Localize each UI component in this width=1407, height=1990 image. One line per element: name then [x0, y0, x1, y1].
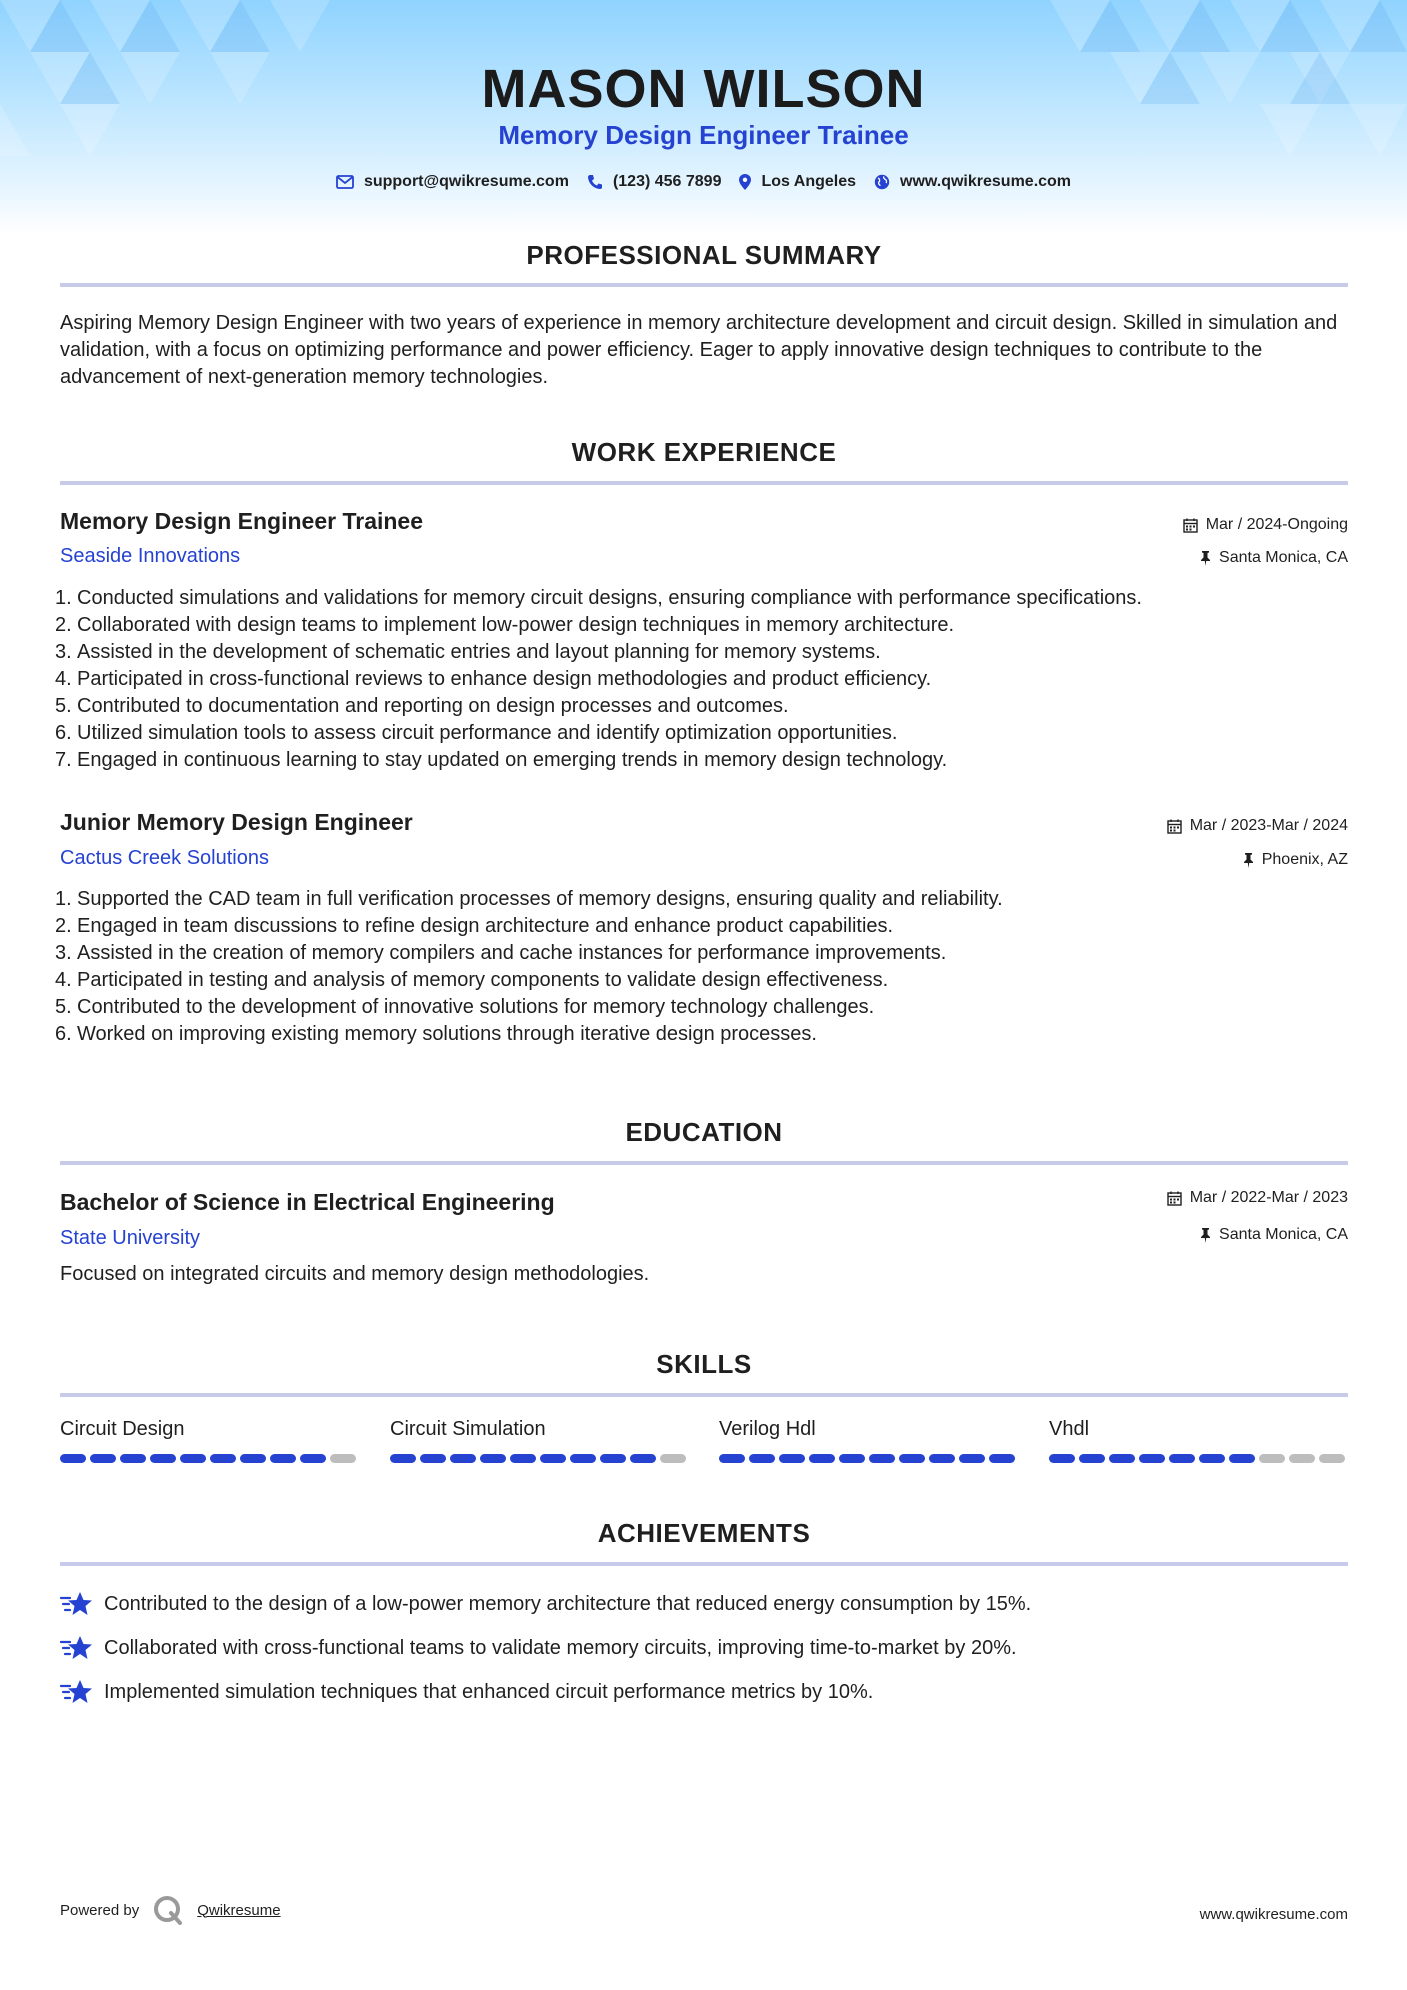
- skill-item: [1049, 1418, 1349, 1463]
- calendar-icon: [1167, 1191, 1182, 1206]
- summary-divider: [60, 283, 1348, 287]
- skill-segment-filled: [1199, 1454, 1225, 1463]
- job-dates-text: Mar / 2023-Mar / 2024: [1189, 817, 1348, 834]
- contact-phone[interactable]: [587, 173, 722, 191]
- achievement-text: Collaborated with cross-functional teams to validate memory circuits, improving time-to-market by 20%.: [104, 1636, 1017, 1659]
- star-icon: [60, 1634, 92, 1662]
- education-heading: EDUCATION: [625, 1117, 783, 1147]
- skill-level-bar: [719, 1454, 1019, 1463]
- job-dates-text: Mar / 2024-Ongoing: [1205, 516, 1348, 533]
- job-responsibilities: [55, 886, 1355, 1048]
- skill-segment-filled: [450, 1454, 476, 1463]
- phone-text: (123) 456 7899: [612, 173, 722, 190]
- map-pin-icon: [739, 174, 751, 190]
- skill-segment-filled: [839, 1454, 865, 1463]
- star-icon: [60, 1590, 92, 1618]
- skill-segment-empty: [1319, 1454, 1345, 1463]
- education-location: [1200, 1226, 1348, 1244]
- summary-heading: PROFESSIONAL SUMMARY: [526, 240, 882, 270]
- skill-segment-filled: [300, 1454, 326, 1463]
- footer-powered-by: [60, 1895, 281, 1925]
- achievements-heading: ACHIEVEMENTS: [597, 1518, 811, 1548]
- experience-heading: WORK EXPERIENCE: [571, 437, 837, 467]
- skill-segment-empty: [1259, 1454, 1285, 1463]
- star-icon: [60, 1678, 92, 1706]
- skill-segment-filled: [1079, 1454, 1105, 1463]
- qwikresume-logo-icon: [153, 1895, 183, 1925]
- skill-segment-filled: [1139, 1454, 1165, 1463]
- skill-name: Circuit Design: [60, 1418, 185, 1440]
- education-description: Focused on integrated circuits and memory design methodologies.: [60, 1263, 650, 1285]
- skill-segment-filled: [60, 1454, 86, 1463]
- calendar-icon: [1183, 518, 1198, 533]
- email-text: support@qwikresume.com: [363, 173, 569, 190]
- powered-by-label: Powered by: [60, 1901, 140, 1919]
- skill-segment-filled: [120, 1454, 146, 1463]
- job-responsibilities: [55, 585, 1355, 774]
- skill-name: Circuit Simulation: [390, 1418, 546, 1440]
- location-text: Los Angeles: [761, 173, 857, 190]
- skill-segment-filled: [929, 1454, 955, 1463]
- skill-segment-filled: [540, 1454, 566, 1463]
- education-divider: [60, 1161, 1348, 1165]
- list-item: 1. Supported the CAD team in full verification processes of memory designs, ensuring quality and reliability.: [55, 888, 1003, 910]
- experience-divider: [60, 481, 1348, 485]
- list-item: 1. Conducted simulations and validations for memory circuit designs, ensuring compliance with performance specifications.: [55, 587, 1142, 609]
- list-item: 5. Contributed to documentation and reporting on design processes and outcomes.: [55, 695, 789, 717]
- skill-item: [60, 1418, 360, 1463]
- education-dates-text: Mar / 2022-Mar / 2023: [1189, 1189, 1348, 1206]
- list-item: 2. Collaborated with design teams to implement low-power design techniques in memory architecture.: [55, 614, 955, 636]
- degree-title: Bachelor of Science in Electrical Engineering: [60, 1189, 555, 1215]
- website-text: www.qwikresume.com: [900, 173, 1072, 190]
- skill-level-bar: [1049, 1454, 1349, 1463]
- skill-segment-filled: [749, 1454, 775, 1463]
- skill-segment-filled: [959, 1454, 985, 1463]
- job-location: [1200, 549, 1348, 567]
- calendar-icon: [1167, 819, 1182, 834]
- achievements-divider: [60, 1562, 1348, 1566]
- contact-bar: [0, 173, 1407, 191]
- job-title: Junior Memory Design Engineer: [60, 809, 413, 835]
- list-item: 3. Assisted in the development of schematic entries and layout planning for memory systems.: [55, 641, 881, 663]
- list-item: 7. Engaged in continuous learning to stay updated on emerging trends in memory design technology.: [55, 749, 948, 771]
- job-dates: [1183, 516, 1348, 534]
- skill-segment-filled: [90, 1454, 116, 1463]
- skill-segment-filled: [1229, 1454, 1255, 1463]
- skill-segment-filled: [570, 1454, 596, 1463]
- candidate-name: MASON WILSON: [481, 59, 926, 119]
- qwikresume-link[interactable]: Qwikresume: [197, 1901, 281, 1919]
- envelope-icon: [336, 175, 354, 189]
- summary-text: Aspiring Memory Design Engineer with two years of experience in memory architecture development and circuit design. Skilled in simulation and validation, with a focus on optimizing performance and power efficiency. Eager to apply innovative design techniques to contribute to the advancement of next-generation memory technologies.: [60, 312, 1338, 388]
- list-item: 6. Worked on improving existing memory solutions through iterative design processes.: [55, 1023, 817, 1045]
- skill-segment-filled: [809, 1454, 835, 1463]
- list-item: 4. Participated in cross-functional reviews to enhance design methodologies and product efficiency.: [55, 668, 932, 690]
- job-location-text: Santa Monica, CA: [1219, 549, 1348, 566]
- globe-icon: [874, 174, 890, 190]
- job-location: [1243, 851, 1348, 869]
- achievement-item: [60, 1678, 873, 1706]
- phone-icon: [587, 174, 603, 190]
- list-item: 4. Participated in testing and analysis of memory components to validate design effectiveness.: [55, 969, 889, 991]
- job-title: Memory Design Engineer Trainee: [60, 508, 424, 534]
- pushpin-icon: [1243, 853, 1254, 868]
- education-dates: [1167, 1189, 1348, 1207]
- skill-level-bar: [60, 1454, 360, 1463]
- skill-name: Vhdl: [1049, 1418, 1090, 1440]
- school-name: State University: [60, 1227, 201, 1249]
- achievement-text: Implemented simulation techniques that enhanced circuit performance metrics by 10%.: [104, 1680, 874, 1703]
- skill-segment-filled: [240, 1454, 266, 1463]
- skill-segment-filled: [510, 1454, 536, 1463]
- skill-segment-filled: [180, 1454, 206, 1463]
- job-company: Seaside Innovations: [60, 545, 241, 567]
- skill-segment-filled: [1169, 1454, 1195, 1463]
- skill-segment-empty: [1289, 1454, 1315, 1463]
- skills-divider: [60, 1393, 1348, 1397]
- contact-location: [739, 173, 856, 191]
- skill-segment-filled: [989, 1454, 1015, 1463]
- skill-item: [719, 1418, 1019, 1463]
- skills-heading: SKILLS: [656, 1349, 752, 1379]
- candidate-role: Memory Design Engineer Trainee: [498, 120, 909, 150]
- pushpin-icon: [1200, 551, 1211, 566]
- skill-segment-filled: [779, 1454, 805, 1463]
- skill-segment-filled: [150, 1454, 176, 1463]
- skill-item: [390, 1418, 690, 1463]
- list-item: 6. Utilized simulation tools to assess circuit performance and identify optimization opportunities.: [55, 722, 898, 744]
- contact-email[interactable]: [336, 173, 569, 191]
- list-item: 2. Engaged in team discussions to refine design architecture and enhance product capabilities.: [55, 915, 894, 937]
- skill-segment-filled: [420, 1454, 446, 1463]
- skill-name: Verilog Hdl: [719, 1418, 816, 1440]
- skill-segment-empty: [330, 1454, 356, 1463]
- achievement-item: [60, 1634, 1017, 1662]
- job-dates: [1167, 817, 1348, 835]
- contact-website[interactable]: [874, 173, 1071, 191]
- pushpin-icon: [1200, 1228, 1211, 1243]
- skill-segment-filled: [480, 1454, 506, 1463]
- skill-segment-filled: [869, 1454, 895, 1463]
- achievement-item: [60, 1590, 1031, 1618]
- skill-level-bar: [390, 1454, 690, 1463]
- skill-segment-filled: [1049, 1454, 1075, 1463]
- skill-segment-filled: [630, 1454, 656, 1463]
- skill-segment-filled: [719, 1454, 745, 1463]
- achievement-text: Contributed to the design of a low-power memory architecture that reduced energy consumption by 15%.: [104, 1592, 1032, 1615]
- job-location-text: Phoenix, AZ: [1261, 851, 1348, 868]
- list-item: 3. Assisted in the creation of memory compilers and cache instances for performance improvements.: [55, 942, 947, 964]
- skill-segment-filled: [270, 1454, 296, 1463]
- list-item: 5. Contributed to the development of innovative solutions for memory technology challenges.: [55, 996, 875, 1018]
- skill-segment-filled: [210, 1454, 236, 1463]
- skill-segment-filled: [899, 1454, 925, 1463]
- education-location-text: Santa Monica, CA: [1219, 1226, 1348, 1243]
- skill-segment-filled: [600, 1454, 626, 1463]
- footer-website[interactable]: www.qwikresume.com: [1199, 1906, 1348, 1923]
- skill-segment-empty: [660, 1454, 686, 1463]
- job-company: Cactus Creek Solutions: [60, 847, 269, 869]
- skill-segment-filled: [390, 1454, 416, 1463]
- skill-segment-filled: [1109, 1454, 1135, 1463]
